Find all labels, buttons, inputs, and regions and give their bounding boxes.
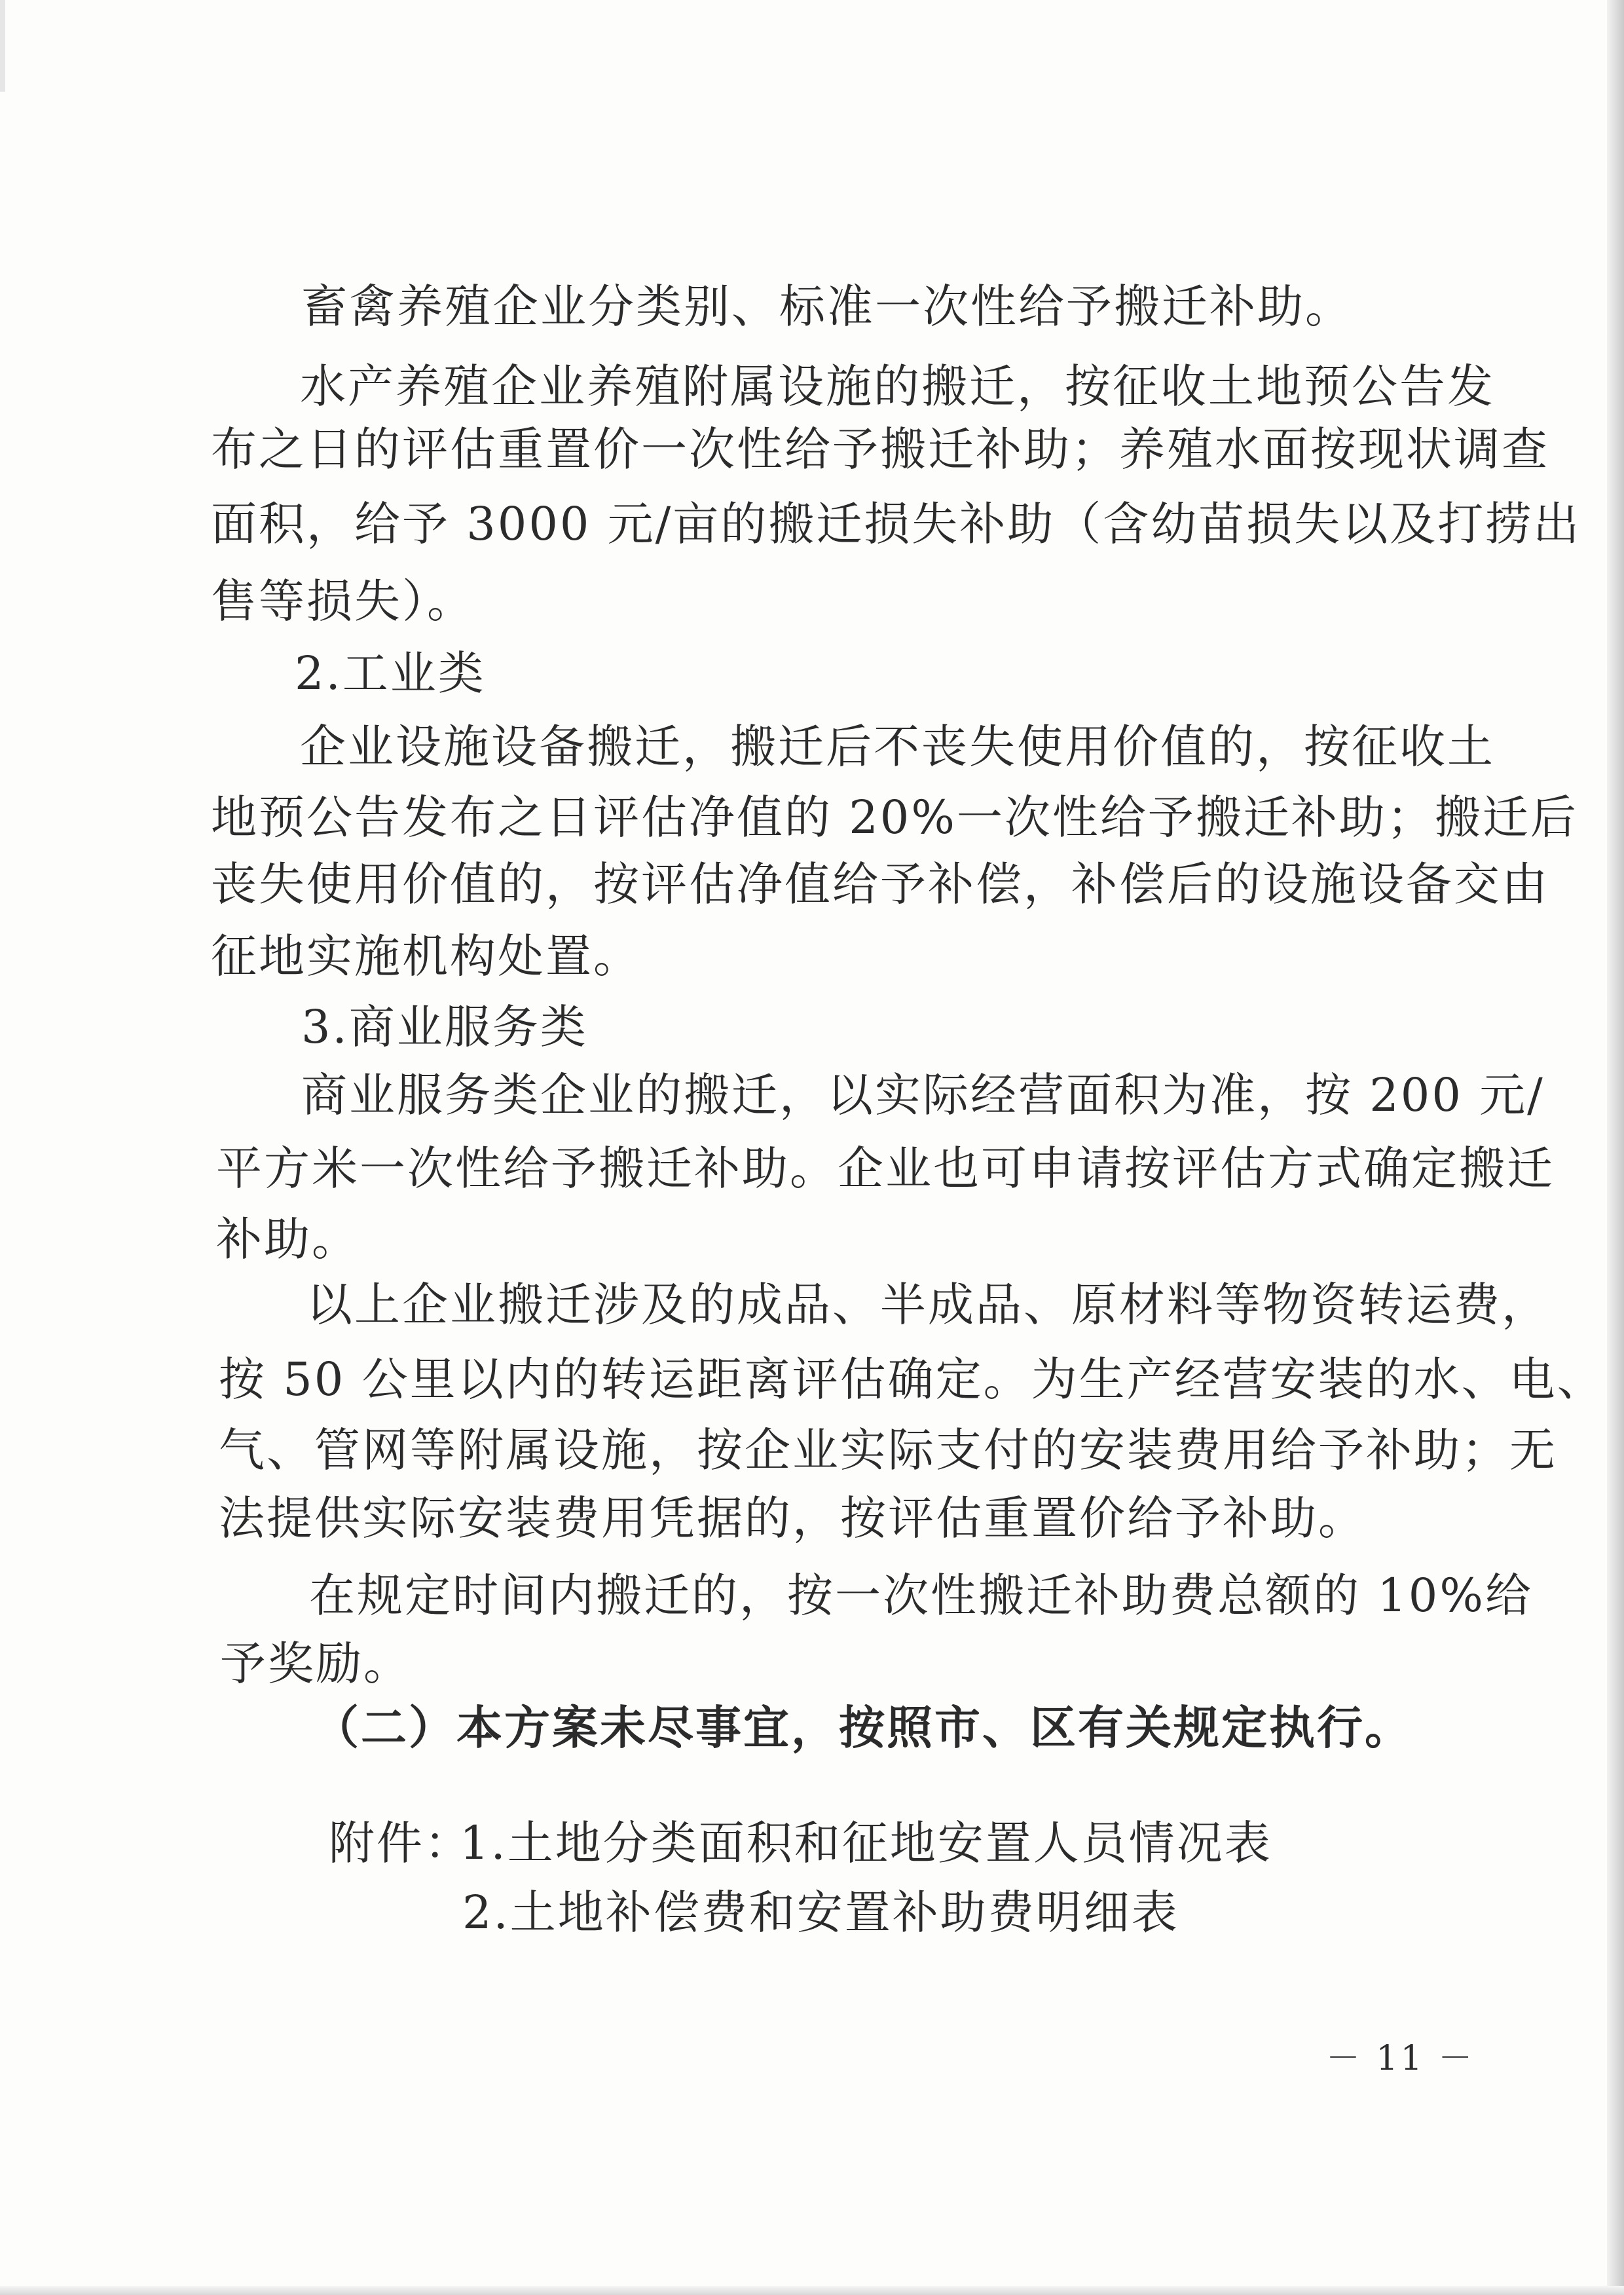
scan-edge-right — [1607, 0, 1624, 2295]
paragraph-line-15: 以上企业搬迁涉及的成品、半成品、原材料等物资转运费， — [306, 1278, 1549, 1332]
section-heading-industry: 2.工业类 — [295, 646, 486, 700]
scan-edge-bottom — [0, 2286, 1624, 2295]
paragraph-line-12: 商业服务类企业的搬迁，以实际经营面积为准，按 200 元/ — [301, 1068, 1545, 1122]
page-number: － 11 － — [1326, 2039, 1475, 2078]
attachment-item-1: 1.土地分类面积和征地安置人员情况表 — [460, 1816, 1272, 1870]
paragraph-line-5: 售等损失）。 — [211, 574, 475, 628]
paragraph-line-7: 企业设施设备搬迁，搬迁后不丧失使用价值的，按征收土 — [300, 720, 1495, 774]
paragraph-line-20: 予奖励。 — [220, 1637, 411, 1690]
paragraph-line-14: 补助。 — [216, 1212, 360, 1266]
paragraph-line-19: 在规定时间内搬迁的，按一次性搬迁补助费总额的 10%给 — [309, 1569, 1533, 1622]
paragraph-line-18: 法提供实际安装费用凭据的，按评估重置价给予补助。 — [219, 1491, 1366, 1545]
paragraph-line-2: 水产养殖企业养殖附属设施的搬迁，按征收土地预公告发 — [300, 360, 1495, 413]
paragraph-line-13: 平方米一次性给予搬迁补助。企业也可申请按评估方式确定搬迁 — [216, 1142, 1555, 1195]
closing-clause: （二）本方案未尽事宜，按照市、区有关规定执行。 — [313, 1700, 1412, 1755]
scan-edge-left — [0, 0, 5, 92]
paragraph-line-16: 按 50 公里以内的转运距离评估确定。为生产经营安装的水、电、 — [219, 1353, 1605, 1406]
paragraph-line-1: 畜禽养殖企业分类别、标准一次性给予搬迁补助。 — [301, 280, 1353, 333]
section-heading-commercial: 3.商业服务类 — [301, 1000, 588, 1054]
paragraph-line-10: 征地实施机构处置。 — [211, 929, 641, 983]
paragraph-line-17: 气、管网等附属设施，按企业实际支付的安装费用给予补助；无 — [219, 1423, 1557, 1477]
attachment-item-2: 2.土地补偿费和安置补助费明细表 — [462, 1886, 1179, 1939]
attachments-label: 附件： — [329, 1816, 472, 1870]
paragraph-line-3: 布之日的评估重置价一次性给予搬迁补助；养殖水面按现状调查 — [211, 422, 1549, 476]
paragraph-line-9: 丧失使用价值的，按评估净值给予补偿，补偿后的设施设备交由 — [211, 857, 1549, 911]
paragraph-line-4: 面积，给予 3000 元/亩的搬迁损失补助（含幼苗损失以及打捞出 — [211, 497, 1581, 551]
paragraph-line-8: 地预公告发布之日评估净值的 20%一次性给予搬迁补助；搬迁后 — [211, 791, 1578, 844]
